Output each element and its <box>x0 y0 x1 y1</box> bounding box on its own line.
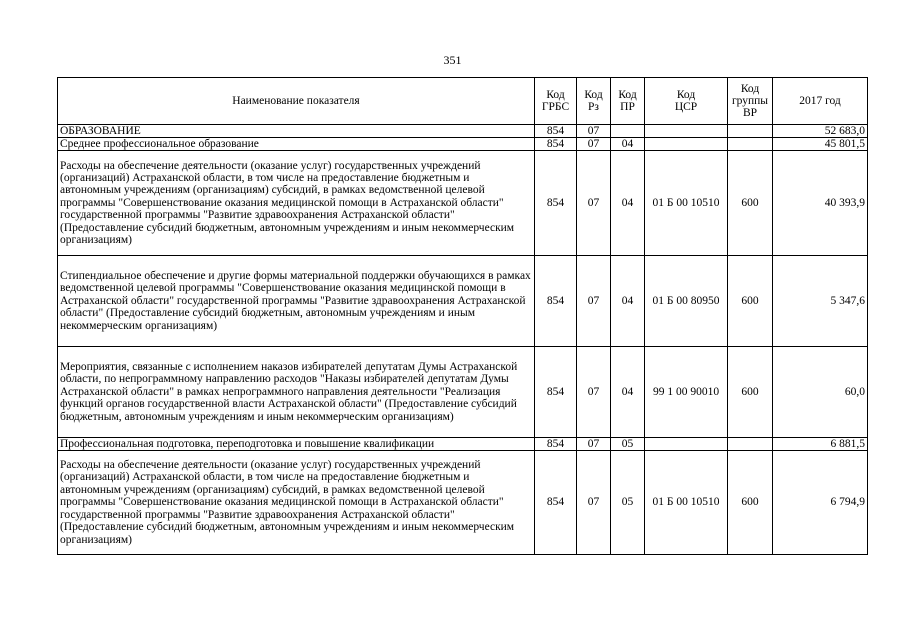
row-vr <box>728 138 773 151</box>
row-grbs: 854 <box>535 347 577 438</box>
row-rz: 07 <box>577 151 611 256</box>
row-pr <box>611 125 645 138</box>
table-row <box>58 451 868 555</box>
row-name: ОБРАЗОВАНИЕ <box>58 125 535 138</box>
table-row <box>58 151 868 256</box>
row-csr <box>645 138 728 151</box>
table-row <box>58 438 868 451</box>
row-amount: 5 347,6 <box>773 256 868 347</box>
header-csr-line2: ЦСР <box>674 101 698 113</box>
header-year: 2017 год <box>773 78 868 125</box>
table-row <box>58 347 868 438</box>
header-csr <box>645 78 728 125</box>
header-csr-line1: Код <box>676 89 696 101</box>
row-pr: 04 <box>611 347 645 438</box>
header-name: Наименование показателя <box>58 78 535 125</box>
header-rz <box>577 78 611 125</box>
row-name: Расходы на обеспечение деятельности (оказание услуг) государственных учреждений (организаций) Астраханской области, в том числе на предоставление бюджетным и автономным учреждениям (организациям) субсидий, в рамках ведомственной целевой программы "Совершенствование оказания медицинской помощи в Астраханской области" государственной программы "Развитие здравоохранения Астраханской области" (Предоставление субсидий бюджетным, автономным учреждениям и иным некоммерческим организациям) <box>58 151 535 256</box>
row-rz: 07 <box>577 451 611 555</box>
row-pr: 05 <box>611 438 645 451</box>
row-vr: 600 <box>728 256 773 347</box>
row-pr: 04 <box>611 138 645 151</box>
header-grbs-line2: ГРБС <box>541 101 570 113</box>
row-grbs: 854 <box>535 256 577 347</box>
row-rz: 07 <box>577 256 611 347</box>
table-row <box>58 138 868 151</box>
row-grbs: 854 <box>535 451 577 555</box>
header-grbs-line1: Код <box>546 89 565 101</box>
header-rz-line1: Код <box>584 89 603 101</box>
table-row <box>58 125 868 138</box>
row-amount: 6 881,5 <box>773 438 868 451</box>
row-name: Расходы на обеспечение деятельности (оказание услуг) государственных учреждений (организаций) Астраханской области, в том числе на предоставление бюджетным и автономным учреждениям (организациям) субсидий, в рамках ведомственной целевой программы "Совершенствование оказания медицинской помощи в Астраханской области" государственной программы "Развитие здравоохранения Астраханской области" (Предоставление субсидий бюджетным, автономным учреждениям и иным некоммерческим организациям) <box>58 451 535 555</box>
row-pr: 04 <box>611 256 645 347</box>
header-pr-line1: Код <box>618 89 637 101</box>
row-rz: 07 <box>577 138 611 151</box>
row-name: Профессиональная подготовка, переподготовка и повышение квалификации <box>58 438 535 451</box>
header-vr <box>728 78 773 125</box>
row-rz: 07 <box>577 438 611 451</box>
row-csr <box>645 125 728 138</box>
header-vr-line3: ВР <box>742 107 758 119</box>
header-vr-line1: Код <box>740 83 760 95</box>
row-amount: 6 794,9 <box>773 451 868 555</box>
row-csr: 01 Б 00 80950 <box>645 256 728 347</box>
row-csr <box>645 438 728 451</box>
row-vr <box>728 438 773 451</box>
row-amount: 40 393,9 <box>773 151 868 256</box>
row-grbs: 854 <box>535 125 577 138</box>
table-header-row <box>58 78 868 125</box>
header-rz-line2: Рз <box>588 101 599 113</box>
row-csr: 99 1 00 90010 <box>645 347 728 438</box>
table-row <box>58 256 868 347</box>
header-pr <box>611 78 645 125</box>
header-vr-line2: группы <box>731 95 769 107</box>
row-vr <box>728 125 773 138</box>
row-vr: 600 <box>728 347 773 438</box>
row-pr: 04 <box>611 151 645 256</box>
row-name: Стипендиальное обеспечение и другие формы материальной поддержки обучающихся в рамках ведомственной целевой программы "Совершенствование оказания медицинской помощи в Астраханской области" государственной программы "Развитие здравоохранения Астраханской области" (Предоставление субсидий бюджетным, автономным учреждениям и иным некоммерческим организациям) <box>58 256 535 347</box>
row-grbs: 854 <box>535 151 577 256</box>
header-pr-line2: ПР <box>620 101 635 113</box>
budget-table <box>57 77 868 555</box>
row-name: Среднее профессиональное образование <box>58 138 535 151</box>
row-amount: 60,0 <box>773 347 868 438</box>
row-amount: 52 683,0 <box>773 125 868 138</box>
row-pr: 05 <box>611 451 645 555</box>
row-csr: 01 Б 00 10510 <box>645 451 728 555</box>
row-name: Мероприятия, связанные с исполнением наказов избирателей депутатам Думы Астраханской области, по непрограммному направлению расходов "Наказы избирателей депутатам Думы Астраханской области" в рамках непрограммного направления деятельности "Реализация функций органов государственной власти Астраханской области" (Предоставление субсидий бюджетным, автономным учреждениям и иным некоммерческим организациям) <box>58 347 535 438</box>
row-vr: 600 <box>728 451 773 555</box>
row-amount: 45 801,5 <box>773 138 868 151</box>
page-number: 351 <box>443 53 462 67</box>
row-vr: 600 <box>728 151 773 256</box>
row-grbs: 854 <box>535 138 577 151</box>
row-rz: 07 <box>577 125 611 138</box>
header-grbs <box>535 78 577 125</box>
row-grbs: 854 <box>535 438 577 451</box>
row-csr: 01 Б 00 10510 <box>645 151 728 256</box>
row-rz: 07 <box>577 347 611 438</box>
